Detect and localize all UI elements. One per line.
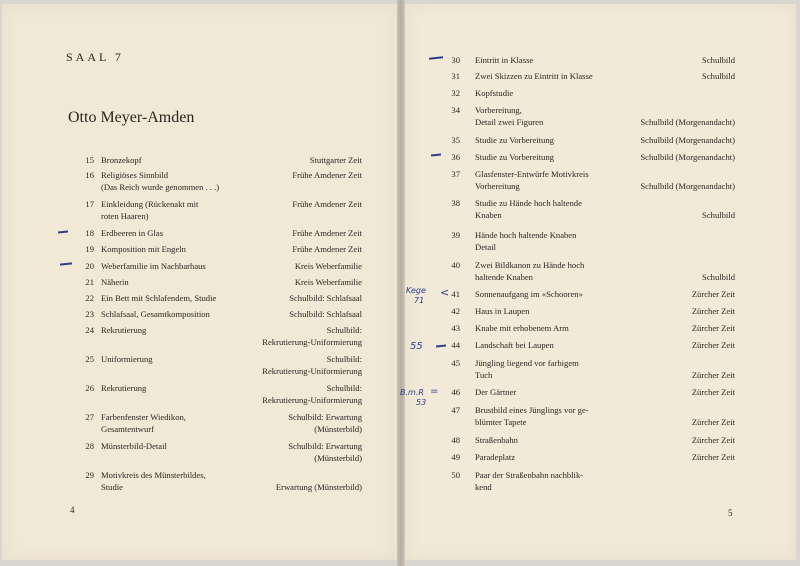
entry-location — [560, 306, 735, 318]
entry-title-line: Gesamtentwurf — [101, 423, 154, 434]
entry-title-line: Landschaft bei Laupen — [475, 340, 554, 350]
entry-title-line: Einkleidung (Rückenakt mit — [101, 199, 199, 209]
entry-location-line: Zürcher Zeit — [691, 306, 735, 316]
entry-number: 50 — [451, 470, 460, 480]
entry-location-line: Frühe Amdener Zeit — [292, 228, 362, 238]
entry-title-line: Knaben — [475, 209, 502, 220]
entry-location-line: Schulbild (Morgenandacht) — [640, 180, 735, 191]
entry-location — [560, 435, 735, 447]
entry-number: 27 — [85, 412, 94, 422]
entry-title-line: Sonnenaufgang im «Schooren» — [475, 289, 583, 299]
entry-number: 28 — [85, 441, 94, 451]
entry-location-line: Kreis Weberfamilie — [294, 277, 362, 287]
entry-location — [560, 289, 735, 301]
entry-location-line: Zürcher Zeit — [691, 387, 735, 397]
entry-number: 23 — [85, 309, 94, 319]
entry-location — [225, 383, 362, 406]
entry-location — [225, 170, 362, 182]
entry-location-line — [225, 470, 362, 482]
entry-location — [560, 323, 735, 335]
entry-title-line: Studie — [101, 481, 123, 492]
entry-location — [560, 169, 735, 192]
entry-title-line: Zwei Bildkanon zu Hände hoch — [475, 260, 585, 270]
entry-title-line: Rekrutierung — [101, 383, 147, 393]
entry-location — [225, 293, 362, 305]
entry-number: 35 — [451, 135, 460, 145]
entry-location — [225, 354, 362, 377]
entry-location-line: Frühe Amdener Zeit — [292, 244, 362, 254]
entry-title-line: Hände hoch haltende Knaben — [475, 230, 577, 240]
entry-location — [225, 155, 362, 167]
entry-location-line: Schulbild: Erwartung — [288, 441, 362, 451]
entry-title-line: Detail — [475, 241, 496, 252]
entry-location — [560, 135, 735, 147]
entry-location — [560, 452, 735, 464]
book-gutter — [397, 0, 405, 566]
entry-title-line: Kopfstudie — [475, 88, 514, 98]
entry-location — [225, 228, 362, 240]
entry-location — [560, 358, 735, 381]
entry-title-line: Knabe mit erhobenem Arm — [475, 323, 569, 333]
room-header: SAAL 7 — [66, 50, 124, 64]
entry-title-line: Studie zu Vorbereitung — [475, 152, 554, 162]
entry-location — [225, 199, 362, 211]
entry-number: 22 — [85, 293, 94, 303]
entry-title-line: Der Gärtner — [475, 387, 517, 397]
entry-location-line: Zürcher Zeit — [691, 323, 735, 333]
page-number-right: 5 — [728, 508, 733, 518]
entry-title-line: Glasfenster-Entwürfe Motivkreis — [475, 169, 589, 179]
entry-title-line: Paar der Straßenbahn nachblik- — [475, 470, 584, 480]
annotation-46-a: B.m.R — [400, 388, 424, 397]
entry-title-line: Motivkreis des Münsterbildes, — [101, 470, 206, 480]
entry-location — [560, 230, 735, 242]
annotation-46-b: 53 — [416, 398, 427, 407]
entry-title-line: Münsterbild-Detail — [101, 441, 167, 451]
entry-location-line: Rekrutierung-Uniformierung — [262, 365, 362, 376]
entry-location — [225, 244, 362, 256]
entry-title-line: Rekrutierung — [101, 325, 147, 335]
entry-location — [560, 340, 735, 352]
entry-location — [225, 277, 362, 289]
entry-location-line: Schulbild: Schlafsaal — [289, 309, 362, 319]
entry-location — [560, 152, 735, 164]
entry-title-line: kend — [475, 481, 492, 492]
entry-number: 36 — [451, 152, 460, 162]
entry-number: 39 — [451, 230, 460, 240]
entry-title-line: Eintritt in Klasse — [475, 55, 534, 65]
entry-number: 21 — [85, 277, 94, 287]
annotation-41-b: 71 — [414, 296, 425, 305]
entry-location-line: Zürcher Zeit — [691, 369, 735, 380]
entry-number: 41 — [451, 289, 460, 299]
entry-number: 38 — [451, 198, 460, 208]
entry-number: 15 — [85, 155, 94, 165]
entry-location — [225, 470, 362, 493]
entry-title-line: Detail zwei Figuren — [475, 116, 544, 127]
entry-number: 45 — [451, 358, 460, 368]
entry-location-line: Schulbild (Morgenandacht) — [640, 135, 735, 145]
entry-title-line: blümter Tapete — [475, 416, 527, 427]
entry-location-line: Schulbild: — [326, 354, 362, 364]
entry-location-line — [560, 88, 735, 100]
entry-location-line — [560, 260, 735, 272]
entry-location-line — [560, 230, 735, 242]
entry-location — [560, 88, 735, 100]
entry-number: 49 — [451, 452, 460, 462]
entry-number: 47 — [451, 405, 460, 415]
entry-number: 19 — [85, 244, 94, 254]
entry-number: 20 — [85, 261, 94, 271]
entry-number: 17 — [85, 199, 94, 209]
entry-location — [560, 387, 735, 399]
entry-location-line: Erwartung (Münsterbild) — [275, 481, 362, 492]
entry-location-line: Zürcher Zeit — [691, 452, 735, 462]
entry-title-line: Ein Bett mit Schlafendem, Studie — [101, 293, 217, 303]
entry-location-line — [560, 358, 735, 370]
entry-number: 16 — [85, 170, 94, 180]
entry-title-line: Bronzekopf — [101, 155, 142, 165]
entry-title-line: Brustbild eines Jünglings vor ge- — [475, 405, 589, 415]
entry-location-line: Zürcher Zeit — [691, 435, 735, 445]
annotation-46-eq: = — [430, 386, 439, 397]
entry-number: 29 — [85, 470, 94, 480]
entry-location-line: Schulbild: Erwartung — [288, 412, 362, 422]
entry-location-line: (Münsterbild) — [314, 452, 362, 463]
entry-location-line: Zürcher Zeit — [691, 340, 735, 350]
entry-title-line: Erdbeeren in Glas — [101, 228, 164, 238]
entry-number: 42 — [451, 306, 460, 316]
entry-title-line: haltende Knaben — [475, 271, 533, 282]
entry-location-line: Schulbild (Morgenandacht) — [640, 152, 735, 162]
entry-location — [225, 441, 362, 464]
entry-location-line: Rekrutierung-Uniformierung — [262, 336, 362, 347]
entry-title-line: Studie zu Vorbereitung — [475, 135, 554, 145]
entry-title-line: Studie zu Hände hoch haltende — [475, 198, 582, 208]
entry-location-line — [560, 405, 735, 417]
entry-number: 46 — [451, 387, 460, 397]
entry-location-line: (Münsterbild) — [314, 423, 362, 434]
entry-location — [560, 198, 735, 221]
entry-number: 32 — [451, 88, 460, 98]
entry-number: 34 — [451, 105, 460, 115]
entry-number: 43 — [451, 323, 460, 333]
entry-location-line: Frühe Amdener Zeit — [292, 199, 362, 209]
entry-number: 48 — [451, 435, 460, 445]
annotation-41-arrow: < — [440, 286, 450, 299]
entry-location — [560, 470, 735, 482]
entry-title-line: Tuch — [475, 369, 493, 380]
entry-location-line: Schulbild: — [326, 383, 362, 393]
entry-location — [225, 309, 362, 321]
entry-title-line: Zwei Skizzen zu Eintritt in Klasse — [475, 71, 593, 81]
entry-location-line: Schulbild: Schlafsaal — [289, 293, 362, 303]
entry-location-line: Schulbild — [702, 209, 735, 220]
entry-location — [225, 412, 362, 435]
entry-location-line: Schulbild (Morgenandacht) — [640, 116, 735, 127]
entry-location-line: Schulbild — [702, 55, 735, 65]
entry-location — [560, 55, 735, 67]
entry-title-line: Jüngling liegend vor farbigem — [475, 358, 579, 368]
entry-title-line: Vorbereitung — [475, 180, 520, 191]
entry-location-line — [560, 198, 735, 210]
entry-location-line — [560, 470, 735, 482]
entry-location — [225, 325, 362, 348]
entry-title-line: Haus in Laupen — [475, 306, 530, 316]
entry-location-line: Schulbild — [702, 71, 735, 81]
entry-title-line: Vorbereitung, — [475, 105, 522, 115]
entry-title-line: roten Haaren) — [101, 210, 149, 221]
entry-number: 26 — [85, 383, 94, 393]
entry-title-line: Näherin — [101, 277, 129, 287]
entry-location-line — [560, 169, 735, 181]
entry-location — [560, 260, 735, 283]
page-number-left: 4 — [70, 505, 75, 515]
entry-title-line: Weberfamilie im Nachbarhaus — [101, 261, 206, 271]
entry-title-line: Straßenbahn — [475, 435, 518, 445]
entry-title-line: (Das Reich wurde genommen . . .) — [101, 181, 220, 192]
entry-location — [560, 71, 735, 83]
entry-location-line: Frühe Amdener Zeit — [292, 170, 362, 180]
entry-title-line: Paradeplatz — [475, 452, 516, 462]
entry-location-line: Schulbild: — [326, 325, 362, 335]
entry-number: 25 — [85, 354, 94, 364]
entry-number: 31 — [451, 71, 460, 81]
entry-location-line: Stuttgarter Zeit — [309, 155, 362, 165]
entry-location — [225, 261, 362, 273]
entry-title-line: Komposition mit Engeln — [101, 244, 186, 254]
entry-location-line: Schulbild — [702, 271, 735, 282]
entry-number: 44 — [451, 340, 460, 350]
annotation-44: 55 — [410, 341, 423, 352]
entry-number: 30 — [451, 55, 460, 65]
entry-location-line: Zürcher Zeit — [691, 416, 735, 427]
entry-location-line — [560, 105, 735, 117]
entry-location-line: Zürcher Zeit — [691, 289, 735, 299]
entry-number: 18 — [85, 228, 94, 238]
entry-title-line: Uniformierung — [101, 354, 153, 364]
artist-name: Otto Meyer-Amden — [68, 109, 195, 126]
entry-number: 40 — [451, 260, 460, 270]
entry-location-line: Rekrutierung-Uniformierung — [262, 394, 362, 405]
entry-title-line: Schlafsaal, Gesamtkomposition — [101, 309, 210, 319]
entry-number: 24 — [85, 325, 94, 335]
entry-number: 37 — [451, 169, 460, 179]
entry-title-line: Farbenfenster Wiedikon, — [101, 412, 186, 422]
entry-location-line: Kreis Weberfamilie — [294, 261, 362, 271]
entry-location — [560, 105, 735, 128]
entry-location — [560, 405, 735, 428]
entry-title-line: Religiöses Sinnbild — [101, 170, 169, 180]
annotation-41-a: Kege — [406, 286, 426, 295]
